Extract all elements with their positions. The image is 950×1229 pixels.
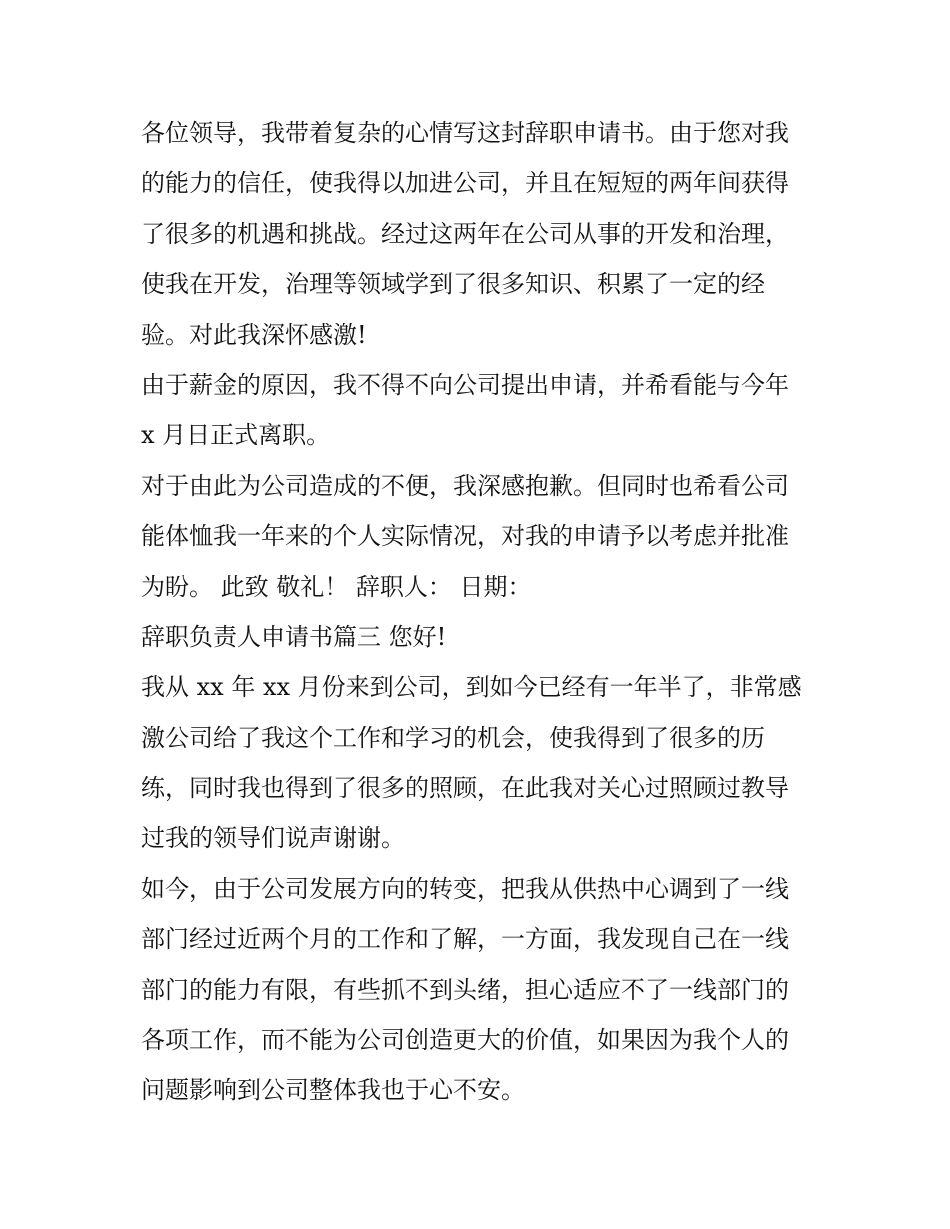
text-line: 了很多的机遇和挑战。经过这两年在公司从事的开发和治理， [141,219,789,248]
text-line: 问题影响到公司整体我也于心不安。 [141,1076,525,1105]
text-line: 激公司给了我这个工作和学习的机会，使我得到了很多的历 [141,723,765,752]
text-line: 的能力的信任，使我得以加进公司，并且在短短的两年间获得 [141,169,789,198]
text-line: 为盼。 此致 敬礼！ 辞职人： 日期： [141,572,532,601]
text-line: 练，同时我也得到了很多的照顾，在此我对关心过照顾过教导 [141,774,789,803]
text-line: 验。对此我深怀感激! [141,320,367,349]
text-line: 我从 xx 年 xx 月份来到公司，到如今已经有一年半了，非常感 [141,673,802,702]
text-line: 由于薪金的原因，我不得不向公司提出申请，并希看能与今年 [141,370,789,399]
text-line: 对于由此为公司造成的不便，我深感抱歉。但同时也希看公司 [141,471,789,500]
section-heading: 辞职负责人申请书篇三 您好! [141,622,447,651]
text-line: 部门经过近两个月的工作和了解，一方面，我发现自己在一线 [141,925,789,954]
text-line: 使我在开发，治理等领域学到了很多知识、积累了一定的经 [141,270,765,299]
text-line: 如今，由于公司发展方向的转变，把我从供热中心调到了一线 [141,874,789,903]
text-line: 能体恤我一年来的个人实际情况，对我的申请予以考虑并批准 [141,522,789,551]
text-line: 过我的领导们说声谢谢。 [141,824,405,853]
document-body [141,108,821,1116]
text-line: 部门的能力有限，有些抓不到头绪，担心适应不了一线部门的 [141,975,789,1004]
text-line: x 月日正式离职。 [141,421,331,450]
text-line: 各位领导，我带着复杂的心情写这封辞职申请书。由于您对我 [141,119,789,147]
text-line: 各项工作，而不能为公司创造更大的价值，如果因为我个人的 [141,1026,789,1055]
